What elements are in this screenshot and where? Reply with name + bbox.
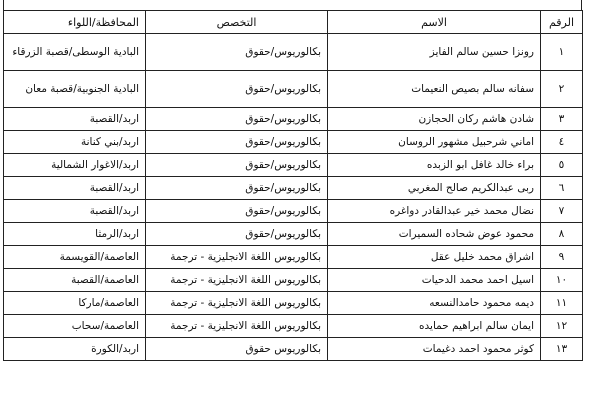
row-governorate-text: اربد/القصبة [89,205,139,217]
row-name-cell [328,34,541,71]
row-governorate-cell [4,108,146,131]
table-row [4,154,583,177]
table-top-edge [3,0,582,10]
table-row [4,131,583,154]
row-name-cell [328,71,541,108]
row-number-cell [541,34,583,71]
table-header-row [4,11,583,34]
row-governorate-text: العاصمة/سحاب [71,320,139,332]
row-number-text: ١٢ [555,320,568,332]
row-governorate-text: العاصمة/القويسمة [59,251,139,263]
table-row [4,177,583,200]
row-number-text: ١٣ [555,343,568,355]
row-number-cell [541,131,583,154]
row-name-text: سفانه سالم بصيص النعيمات [411,83,534,95]
row-number-cell [541,292,583,315]
row-specialization-text: بكالوريوس/حقوق [245,205,321,217]
row-name-cell [328,269,541,292]
row-name-text: شادن هاشم ركان الحجازن [418,113,534,125]
row-governorate-cell [4,223,146,246]
row-number-text: ٤ [558,136,565,148]
row-specialization-cell [146,154,328,177]
row-name-text: ايمان سالم ابراهيم حمايده [419,320,534,332]
row-number-text: ٩ [558,251,565,263]
row-governorate-text: اربد/القصبة [89,113,139,125]
row-name-cell [328,154,541,177]
row-specialization-text: بكالوريوس/حقوق [245,182,321,194]
row-governorate-cell [4,154,146,177]
row-number-text: ١٠ [555,274,568,286]
row-number-cell [541,338,583,361]
row-number-text: ٦ [558,182,565,194]
row-number-cell [541,177,583,200]
row-specialization-text: بكالوريوس اللغة الانجليزية - ترجمة [170,251,321,263]
row-governorate-cell [4,71,146,108]
row-specialization-text: بكالوريوس اللغة الانجليزية - ترجمة [170,297,321,309]
table-row [4,246,583,269]
row-specialization-cell [146,292,328,315]
row-number-text: ٥ [558,159,565,171]
table-row [4,338,583,361]
row-number-cell [541,246,583,269]
row-specialization-text: بكالوريوس/حقوق [245,113,321,125]
row-name-cell [328,315,541,338]
row-number-text: ٧ [558,205,565,217]
row-governorate-text: اربد/القصبة [89,182,139,194]
row-specialization-cell [146,34,328,71]
table-row [4,292,583,315]
row-specialization-text: بكالوريوس/حقوق [245,228,321,240]
row-governorate-cell [4,200,146,223]
row-number-cell [541,71,583,108]
row-name-text: نضال محمد خير عبدالقادر دواغره [389,205,534,217]
row-specialization-cell [146,223,328,246]
table-row [4,200,583,223]
row-number-cell [541,315,583,338]
row-number-text: ١ [558,46,565,58]
row-governorate-cell [4,269,146,292]
table-row [4,108,583,131]
row-name-text: اسيل احمد محمد الدحيات [421,274,534,286]
header-number: الرقم [541,11,583,34]
row-governorate-text: العاصمة/ماركا [78,297,139,309]
table-row [4,223,583,246]
row-number-cell [541,154,583,177]
row-specialization-cell [146,71,328,108]
row-name-cell [328,131,541,154]
row-number-cell [541,269,583,292]
header-governorate: المحافظة/اللواء [4,11,146,34]
row-specialization-cell [146,177,328,200]
row-governorate-cell [4,292,146,315]
table-row [4,269,583,292]
row-number-cell [541,223,583,246]
row-name-text: ديمه محمود حامدالنسعه [429,297,534,309]
row-number-text: ١١ [555,297,568,309]
table-row [4,315,583,338]
table-body [4,34,583,361]
row-governorate-cell [4,131,146,154]
row-specialization-cell [146,246,328,269]
row-name-text: محمود عوض شحاده السميرات [398,228,534,240]
row-specialization-text: بكالوريوس اللغة الانجليزية - ترجمة [170,320,321,332]
row-specialization-cell [146,338,328,361]
row-governorate-cell [4,315,146,338]
row-name-cell [328,338,541,361]
row-specialization-cell [146,200,328,223]
row-specialization-text: بكالوريوس اللغة الانجليزية - ترجمة [170,274,321,286]
row-specialization-text: بكالوريوس/حقوق [245,46,321,58]
header-specialization: التخصص [146,11,328,34]
candidates-table [3,10,583,361]
row-name-text: كوثر محمود احمد دغيمات [422,343,534,355]
row-name-text: ربى عبدالكريم صالح المغربي [407,182,534,194]
row-specialization-text: بكالوريوس حقوق [245,343,321,355]
row-governorate-cell [4,34,146,71]
row-specialization-text: بكالوريوس/حقوق [245,83,321,95]
row-name-text: اماني شرحبيل مشهور الروسان [398,136,534,148]
row-number-cell [541,200,583,223]
row-name-cell [328,292,541,315]
row-specialization-cell [146,108,328,131]
row-specialization-cell [146,269,328,292]
header-name: الاسم [328,11,541,34]
row-name-text: رونزا حسين سالم الفايز [429,46,534,58]
row-governorate-text: البادية الجنوبية/قصبة معان [25,83,139,95]
row-number-text: ٢ [558,83,565,95]
row-governorate-cell [4,246,146,269]
row-name-cell [328,108,541,131]
row-number-text: ٣ [558,113,565,125]
row-governorate-text: اربد/الاغوار الشمالية [51,159,139,171]
row-name-cell [328,200,541,223]
row-specialization-text: بكالوريوس/حقوق [245,136,321,148]
row-specialization-text: بكالوريوس/حقوق [245,159,321,171]
row-governorate-text: اربد/الكورة [91,343,139,355]
row-number-cell [541,108,583,131]
row-name-cell [328,177,541,200]
row-governorate-text: العاصمة/القصبة [71,274,139,286]
row-specialization-cell [146,131,328,154]
table-row [4,71,583,108]
row-governorate-cell [4,177,146,200]
row-name-text: اشراق محمد خليل عقل [430,251,534,263]
table-row [4,34,583,71]
row-governorate-cell [4,338,146,361]
row-specialization-cell [146,315,328,338]
row-name-cell [328,246,541,269]
row-governorate-text: اربد/بني كنانة [80,136,139,148]
row-number-text: ٨ [558,228,565,240]
row-governorate-text: اربد/الرمثا [95,228,139,240]
row-governorate-text: البادية الوسطى/قصبة الزرقاء [12,46,139,58]
row-name-text: براء خالد غافل ابو الزبده [426,159,534,171]
row-name-cell [328,223,541,246]
